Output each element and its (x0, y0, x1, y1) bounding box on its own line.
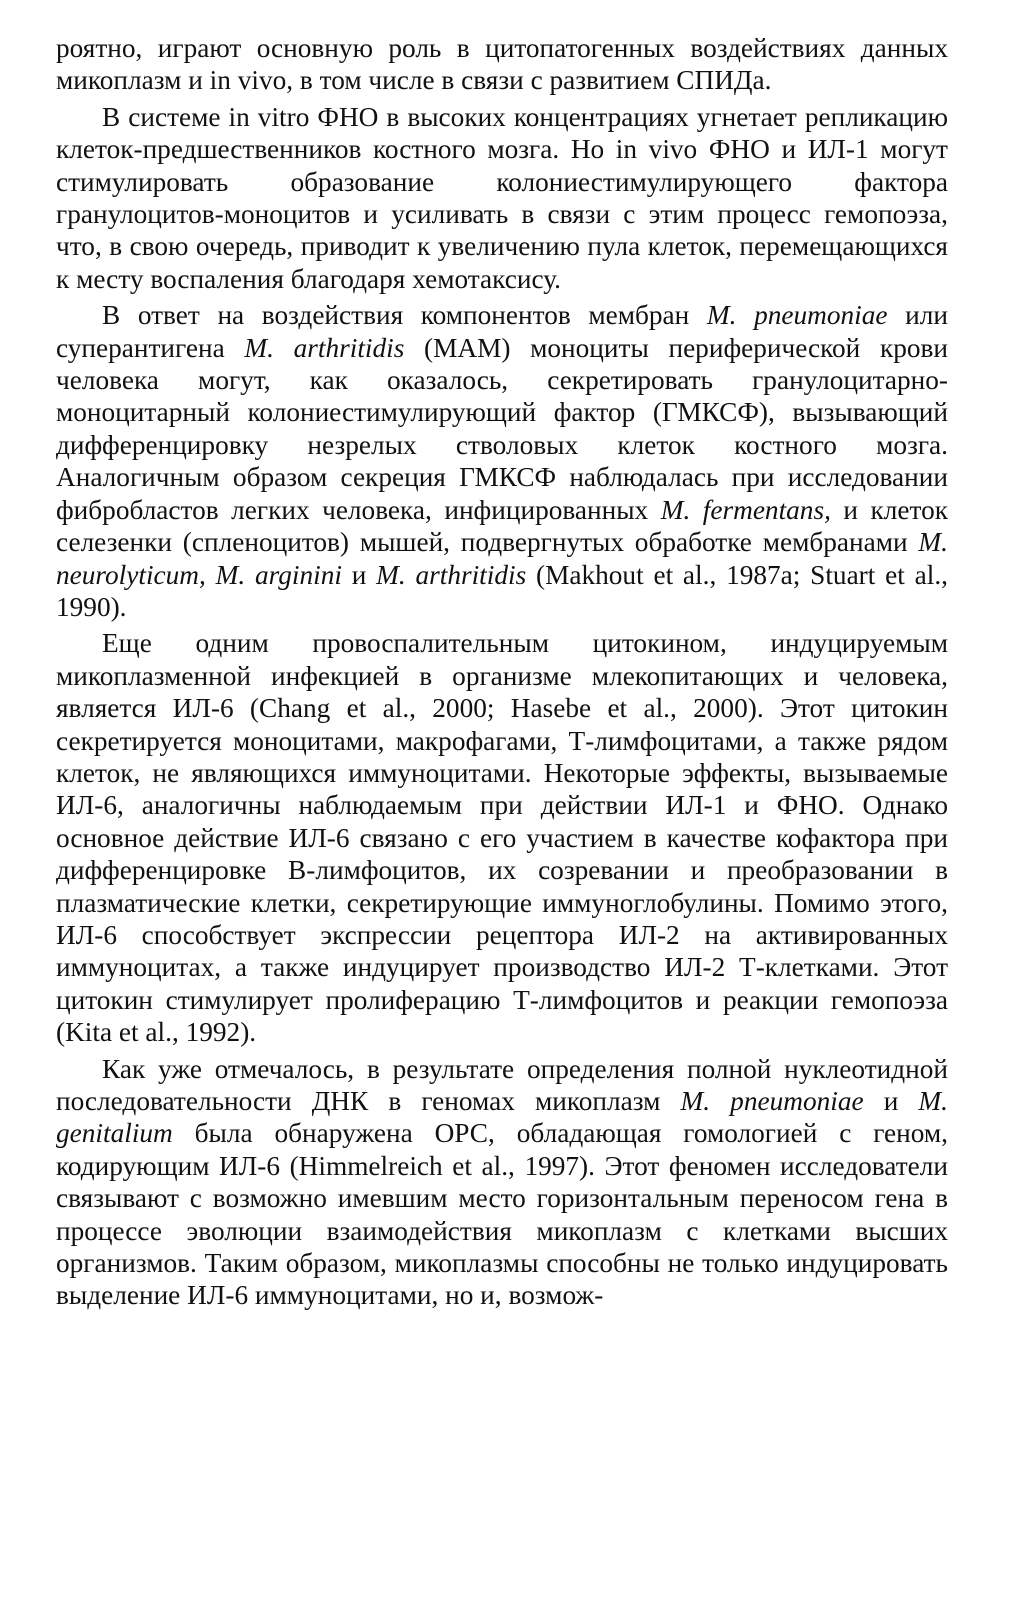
paragraph-4 (56, 627, 948, 1048)
text-run: (Makhout et al., 1987a; Stuart et al., 1990). (56, 559, 948, 622)
text-run: Как уже отмечалось, в результате определения полной нуклеотидной последовательности ДНК в геномах микоплазм (56, 1053, 948, 1116)
paragraph-5 (56, 1053, 948, 1312)
text-run: (МАМ) моноциты периферической крови человека могут, как оказалось, секретировать гранулоцитарно-моноцитарный колониестимулирующий фактор (ГМКСФ), вызывающий дифференцировку незрелых стволовых клеток костного мозга. Аналогичным образом секреция ГМКСФ наблюдалась при исследовании фибробластов легких человека, инфицированных (56, 332, 948, 525)
text-run: или суперантигена (56, 300, 948, 363)
text-run: и (341, 559, 377, 590)
italic-species-name: M. fermentans, (660, 494, 831, 525)
italic-species-name: M. genitalium (56, 1086, 948, 1149)
italic-species-name: M. arthritidis (376, 559, 527, 590)
page-body-text (56, 32, 948, 1316)
text-run: В ответ на воздействия компонентов мембран (102, 300, 707, 331)
text-run: В системе in vitro ФНО в высоких концентрациях угнетает репликацию клеток-предшественников костного мозга. Но in vivo ФНО и ИЛ-1 могут стимулировать образование колониестимулирующего фактора гранулоцитов-моноцитов и усиливать в связи с этим процесс гемопоэза, что, в свою очередь, приводит к увеличению пула клеток, перемещающихся к месту воспаления благодаря хемотаксису. (56, 101, 948, 294)
italic-species-name: M. pneumoniae (706, 300, 888, 331)
paragraph-2 (56, 101, 948, 295)
text-run: и клеток селезенки (спленоцитов) мышей, подвергнутых обработке мембранами (56, 494, 948, 558)
paragraph-1 (56, 32, 948, 97)
italic-species-name: M. pneumoniae (680, 1086, 864, 1116)
italic-species-name: M. neurolyticum, M. arginini (56, 527, 948, 590)
text-run: Еще одним провоспалительным цитокином, индуцируемым микоплазменной инфекцией в организме млекопитающих и человека, является ИЛ-6 (Chang et al., 2000; Hasebe et al., 2000). Этот цитокин секретируется моноцитами, макрофагами, Т-лимфоцитами, а также рядом клеток, не являющихся иммуноцитами. Некоторые эффекты, вызываемые ИЛ-6, аналогичны наблюдаемым при действии ИЛ-1 и ФНО. Однако основное действие ИЛ-6 связано с его участием в качестве кофактора при дифференцировке В-лимфоцитов, их созревании и преобразовании в плазматические клетки, секретирующие иммуноглобулины. Помимо этого, ИЛ-6 способствует экспрессии рецептора ИЛ-2 на активированных иммуноцитах, а также индуцирует производство ИЛ-2 Т-клетками. Этот цитокин стимулирует пролиферацию Т-лимфоцитов и реакции гемопоэза (Kita et al., 1992). (56, 628, 948, 1048)
text-run: роятно, играют основную роль в цитопатогенных воздействиях данных микоплазм и in vivo, в том числе в связи с развитием СПИДа. (56, 33, 948, 96)
italic-species-name: M. arthritidis (244, 332, 405, 363)
text-run: была обнаружена ОРС, обладающая гомологией с геном, кодирующим ИЛ-6 (Himmelreich et al., 1997). Этот феномен исследователи связывают с возможно имевшим место горизонтальным переносом гена в процессе эволюции взаимодействия микоплазм с клетками высших организмов. Таким образом, микоплазмы способны не только индуцировать выделение ИЛ-6 иммуноцитами, но и, возмож- (56, 1118, 948, 1311)
paragraph-3 (56, 299, 948, 623)
text-run: и (863, 1086, 919, 1116)
